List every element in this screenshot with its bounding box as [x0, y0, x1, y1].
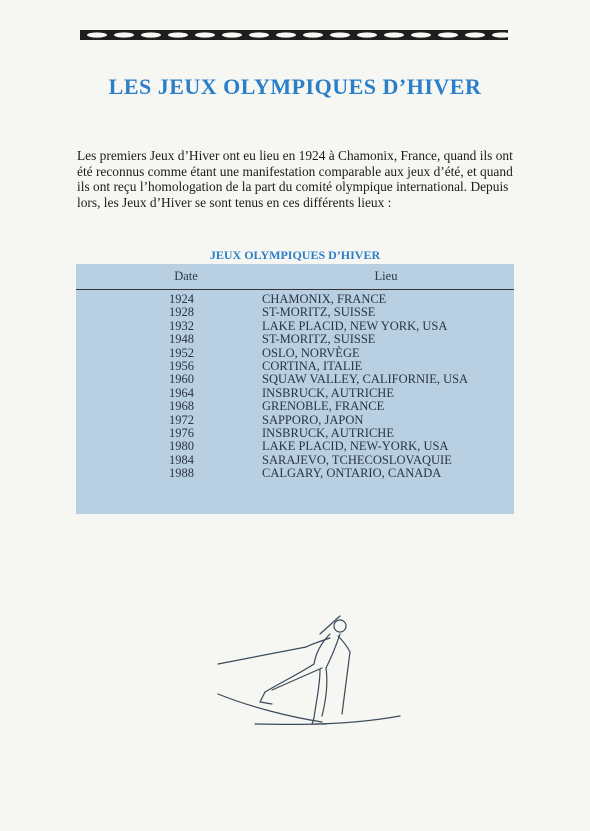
band-oval [87, 32, 107, 37]
table-header [76, 264, 514, 289]
row-date: 1932 [169, 318, 194, 333]
band-oval [330, 32, 350, 37]
row-lieu: SARAJEVO, TCHECOSLOVAQUIE [262, 452, 452, 467]
page-title: LES JEUX OLYMPIQUES D’HIVER [108, 74, 482, 99]
row-date: 1924 [169, 292, 194, 306]
band-oval [222, 32, 242, 37]
row-date: 1964 [169, 385, 194, 400]
table-row [76, 373, 514, 386]
row-lieu: CORTINA, ITALIE [262, 359, 363, 374]
table-row [76, 440, 514, 453]
table-row [76, 427, 514, 440]
row-date: 1988 [169, 466, 194, 481]
row-date: 1952 [169, 345, 194, 360]
table-row [76, 467, 514, 480]
band-oval [357, 32, 377, 37]
row-date: 1948 [169, 332, 194, 347]
row-date: 1980 [169, 439, 194, 454]
band-oval [465, 32, 485, 37]
band-oval [411, 32, 431, 37]
row-lieu: ST-MORITZ, SUISSE [262, 305, 376, 320]
row-date: 1976 [169, 426, 194, 441]
row-lieu: INSBRUCK, AUTRICHE [262, 426, 394, 441]
table-row [76, 360, 514, 373]
games-table [76, 264, 514, 514]
table-row [76, 347, 514, 360]
band-oval [195, 32, 215, 37]
row-date: 1956 [169, 359, 194, 374]
column-header-date: Date [174, 269, 198, 283]
intro-paragraph: Les premiers Jeux d’Hiver ont eu lieu en 1924 à Chamonix, France, quand ils ont été reconnus comme étant une manifestation comparable aux jeux d’été, et quand ils ont reçu l’homologation de la part du comité olympique international. Depuis lors, les Jeux d’Hiver se sont tenus en ces différents lieux : [77, 148, 513, 210]
row-lieu: ST-MORITZ, SUISSE [262, 332, 376, 347]
row-date: 1984 [169, 452, 194, 467]
band-oval [168, 32, 188, 37]
row-lieu: LAKE PLACID, NEW YORK, USA [262, 318, 448, 333]
band-oval [303, 32, 323, 37]
row-lieu: GRENOBLE, FRANCE [262, 399, 385, 414]
row-lieu: SAPPORO, JAPON [262, 412, 364, 427]
row-lieu: INSBRUCK, AUTRICHE [262, 385, 394, 400]
table-row [76, 333, 514, 346]
table-row [76, 454, 514, 467]
row-lieu: LAKE PLACID, NEW-YORK, USA [262, 439, 449, 454]
row-date: 1968 [169, 399, 194, 414]
band-oval [114, 32, 134, 37]
table-row [76, 306, 514, 319]
row-lieu: OSLO, NORVÈGE [262, 345, 360, 360]
table-row [76, 320, 514, 333]
biathlon-skier-icon [210, 612, 410, 737]
band-oval [438, 32, 458, 37]
table-row [76, 293, 514, 306]
table-row [76, 414, 514, 427]
table-title: JEUX OLYMPIQUES D’HIVER [209, 248, 381, 262]
band-oval [141, 32, 161, 37]
decorative-band-icon [80, 30, 508, 40]
table-body [76, 293, 514, 481]
table-row [76, 387, 514, 400]
row-date: 1972 [169, 412, 194, 427]
band-oval [249, 32, 269, 37]
header-divider [76, 289, 514, 290]
row-lieu: CALGARY, ONTARIO, CANADA [262, 466, 442, 481]
band-oval [384, 32, 404, 37]
column-header-lieu: Lieu [374, 269, 398, 283]
row-lieu: CHAMONIX, FRANCE [262, 292, 387, 306]
band-oval [276, 32, 296, 37]
row-date: 1960 [169, 372, 194, 387]
row-lieu: SQUAW VALLEY, CALIFORNIE, USA [262, 372, 469, 387]
row-date: 1928 [169, 305, 194, 320]
table-row [76, 400, 514, 413]
